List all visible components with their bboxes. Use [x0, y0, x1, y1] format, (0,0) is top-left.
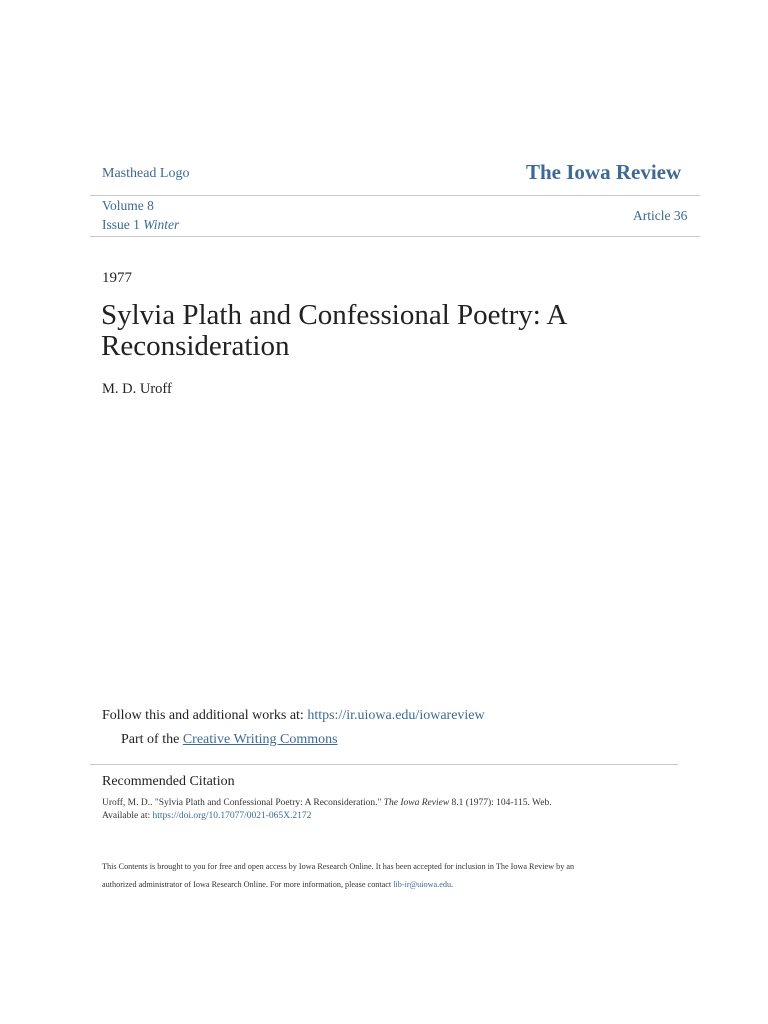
footer-period: .	[451, 880, 454, 889]
access-statement	[102, 858, 662, 894]
issue-link[interactable]	[102, 217, 179, 233]
footer-line-2: authorized administrator of Iowa Research Online. For more information, please contact	[102, 880, 392, 889]
contact-email-link[interactable]: lib-ir@uiowa.edu	[393, 880, 452, 889]
follow-line	[102, 708, 485, 724]
partof-prefix: Part of the	[121, 732, 180, 747]
follow-prefix: Follow this and additional works at:	[102, 708, 304, 723]
header-divider-top	[90, 195, 700, 196]
citation-divider	[90, 764, 678, 765]
repository-link[interactable]: https://ir.uiowa.edu/iowareview	[307, 708, 485, 723]
partof-line	[121, 732, 338, 748]
issue-label: Issue 1	[102, 217, 140, 232]
citation-text	[102, 797, 662, 823]
creative-writing-commons-link[interactable]: Creative Writing Commons	[182, 732, 338, 747]
doi-link[interactable]: https://doi.org/10.17077/0021-065X.2172	[152, 811, 312, 821]
journal-title-link[interactable]: The Iowa Review	[526, 160, 682, 184]
document-title: Sylvia Plath and Confessional Poetry: A Reconsideration	[101, 299, 566, 362]
publication-year: 1977	[102, 270, 132, 286]
masthead-logo[interactable]: Masthead Logo	[102, 166, 190, 181]
citation-details: 8.1 (1977): 104-115. Web.	[451, 798, 552, 808]
header-divider-bottom	[90, 236, 700, 237]
author-name: M. D. Uroff	[102, 381, 172, 397]
footer-line-1: This Contents is brought to you for free and open access by Iowa Research Online. It has been accepted for inclusion in The Iowa Review by an	[102, 862, 575, 871]
citation-journal: The Iowa Review	[383, 798, 450, 808]
available-at-label: Available at:	[102, 811, 151, 821]
volume-link[interactable]: Volume 8	[102, 198, 154, 213]
issue-season: Winter	[143, 217, 180, 232]
recommended-citation-heading: Recommended Citation	[102, 774, 235, 789]
article-link[interactable]: Article 36	[633, 208, 688, 223]
citation-main: Uroff, M. D.. "Sylvia Plath and Confessional Poetry: A Reconsideration."	[102, 798, 382, 808]
